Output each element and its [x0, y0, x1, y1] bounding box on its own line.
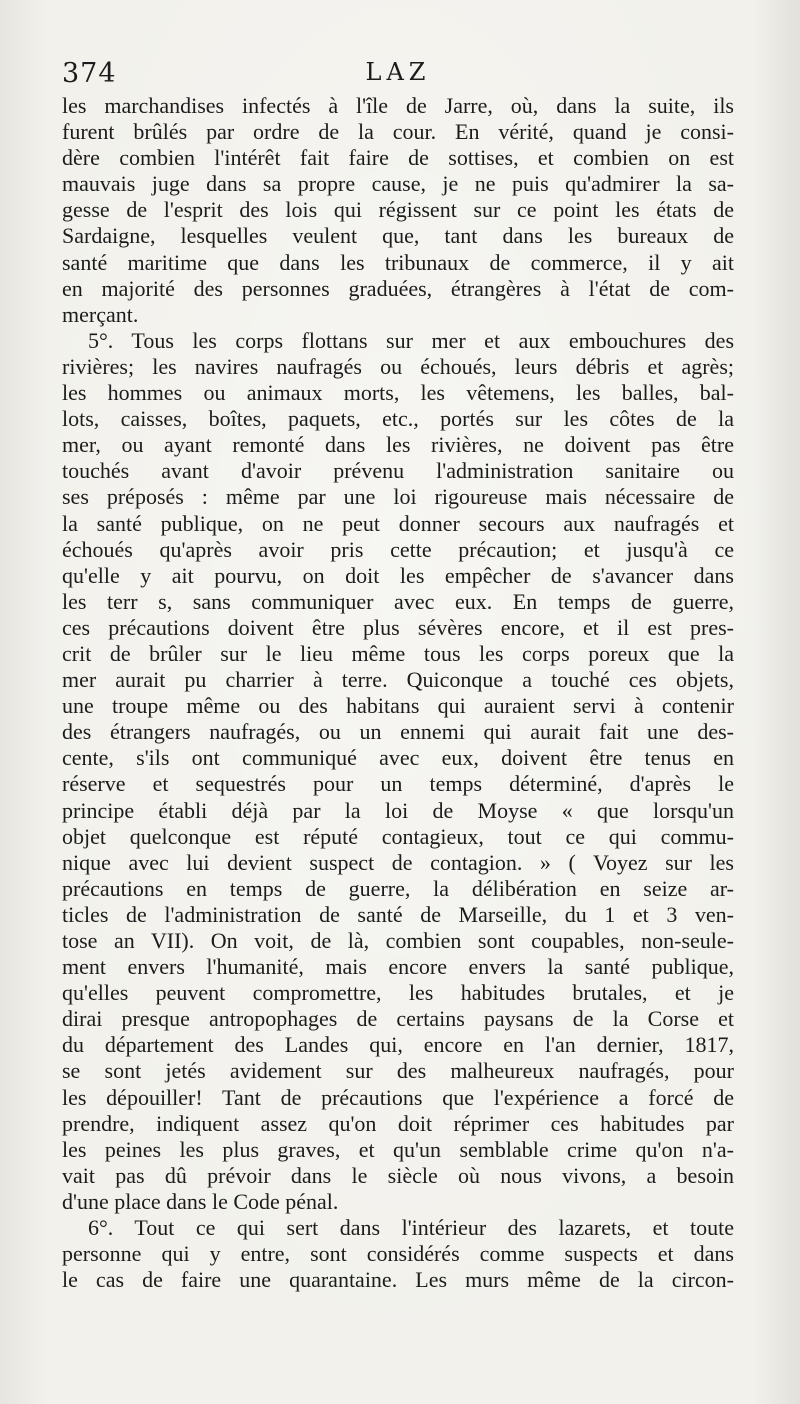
text-line: objet quelconque est réputé contagieux, tout ce qui commu-	[62, 823, 734, 849]
text-line: crit de brûler sur le lieu même tous les corps poreux que la	[62, 640, 734, 666]
text-line: dère combien l'intérêt fait faire de sottises, et combien on est	[62, 145, 734, 171]
text-line: en majorité des personnes graduées, étrangères à l'état de com-	[62, 275, 734, 301]
paragraph-6-start: 6°. Tout ce qui sert dans l'intérieur des lazarets, et toute	[88, 1215, 734, 1241]
running-head: LAZ	[365, 58, 431, 86]
text-line: les hommes ou animaux morts, les vêtemens, les balles, bal-	[62, 380, 734, 406]
text-line: les dépouiller! Tant de précautions que l'expérience a forcé de	[62, 1084, 734, 1110]
text-line: se sont jetés avidement sur des malheureux naufragés, pour	[62, 1058, 734, 1084]
body-text	[62, 93, 734, 1293]
text-line: dirai presque antropophages de certains paysans de la Corse et	[62, 1006, 734, 1032]
text-line: vait pas dû prévoir dans le siècle où nous vivons, a besoin	[62, 1162, 734, 1188]
text-line: échoués qu'après avoir pris cette précaution; et jusqu'à ce	[62, 536, 734, 562]
text-line: les marchandises infectés à l'île de Jarre, où, dans la suite, ils	[62, 93, 734, 118]
text-line: mauvais juge dans sa propre cause, je ne puis qu'admirer la sa-	[62, 171, 734, 197]
text-line: une troupe même ou des habitans qui auraient servi à contenir	[62, 693, 734, 719]
text-line: d'une place dans le Code pénal.	[62, 1188, 339, 1214]
text-line: ticles de l'administration de santé de Marseille, du 1 et 3 ven-	[62, 901, 734, 927]
text-line: ment envers l'humanité, mais encore envers la santé publique,	[62, 954, 734, 980]
text-line: prendre, indiquent assez qu'on doit réprimer ces habitudes par	[62, 1110, 734, 1136]
text-line: touchés avant d'avoir prévenu l'administration sanitaire ou	[62, 458, 734, 484]
text-line: cente, s'ils ont communiqué avec eux, doivent être tenus en	[62, 745, 734, 771]
text-line: Sardaigne, lesquelles veulent que, tant dans les bureaux de	[62, 223, 734, 249]
text-line: la santé publique, on ne peut donner secours aux naufragés et	[62, 510, 734, 536]
text-line: mer, ou ayant remonté dans les rivières, ne doivent pas être	[62, 432, 734, 458]
text-line: rivières; les navires naufragés ou échoués, leurs débris et agrès;	[62, 353, 734, 379]
text-line: santé maritime que dans les tribunaux de commerce, il y ait	[62, 249, 734, 275]
text-line: le cas de faire une quarantaine. Les murs même de la circon-	[62, 1267, 734, 1293]
text-line: des étrangers naufragés, ou un ennemi qui aurait fait une des-	[62, 719, 734, 745]
text-line: du département des Landes qui, encore en l'an dernier, 1817,	[62, 1032, 734, 1058]
text-line: ces précautions doivent être plus sévères encore, et il est pres-	[62, 614, 734, 640]
text-line: qu'elle y ait pourvu, on doit les empêcher de s'avancer dans	[62, 562, 734, 588]
text-line: les terr s, sans communiquer avec eux. En temps de guerre,	[62, 588, 734, 614]
text-line: principe établi déjà par la loi de Moyse « que lorsqu'un	[62, 797, 734, 823]
text-line: lots, caisses, boîtes, paquets, etc., portés sur les côtes de la	[62, 406, 734, 432]
text-line: personne qui y entre, sont considérés comme suspects et dans	[62, 1241, 734, 1267]
page-header	[62, 58, 734, 94]
text-line: précautions en temps de guerre, la délibération en seize ar-	[62, 875, 734, 901]
text-line: mer aurait pu charrier à terre. Quiconque a touché ces objets,	[62, 667, 734, 693]
text-line: qu'elles peuvent compromettre, les habitudes brutales, et je	[62, 980, 734, 1006]
text-line: ses préposés : même par une loi rigoureuse mais nécessaire de	[62, 484, 734, 510]
text-line: tose an VII). On voit, de là, combien sont coupables, non-seule-	[62, 928, 734, 953]
text-line: merçant.	[62, 301, 139, 327]
text-line: les peines les plus graves, et qu'un semblable crime qu'on n'a-	[62, 1136, 734, 1162]
text-line: furent brûlés par ordre de la cour. En vérité, quand je consi-	[62, 119, 734, 145]
text-line: réserve et sequestrés pour un temps déterminé, d'après le	[62, 771, 734, 797]
text-line: nique avec lui devient suspect de contagion. » ( Voyez sur les	[62, 849, 734, 875]
text-line: gesse de l'esprit des lois qui régissent sur ce point les états de	[62, 197, 734, 223]
paragraph-5-start: 5°. Tous les corps flottans sur mer et aux embouchures des	[88, 327, 734, 353]
page-number: 374	[62, 58, 117, 89]
